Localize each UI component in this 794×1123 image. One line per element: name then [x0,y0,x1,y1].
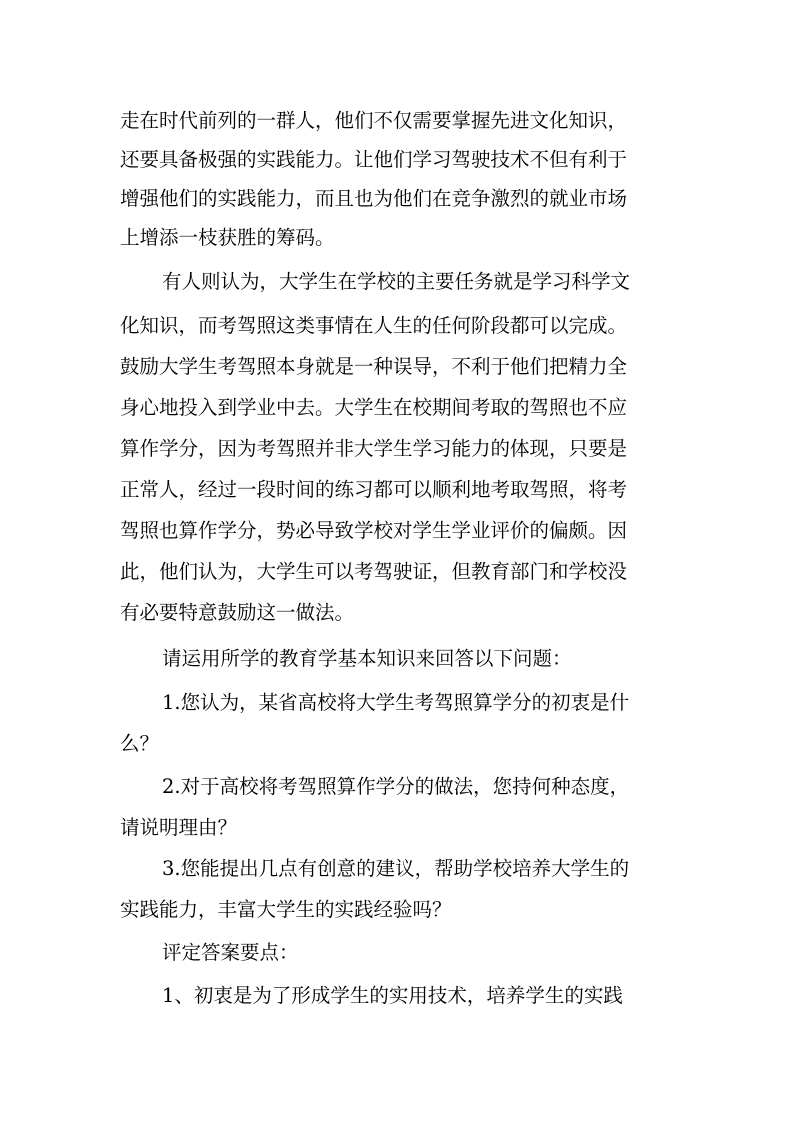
question-intro: 请运用所学的教育学基本知识来回答以下问题： [162,647,572,670]
text-line: 有必要特意鼓励这一做法。 [120,601,355,624]
question-2-continuation: 请说明理由？ [120,816,238,839]
question-2: 2.对于高校将考驾照算作学分的做法，您持何种态度， [162,775,630,798]
paragraph-start-line: 有人则认为，大学生在学校的主要任务就是学习科学文 [162,270,631,293]
text-line: 驾照也算作学分，势必导致学校对学生学业评价的偏颇。因 [120,519,628,542]
text-line: 增强他们的实践能力，而且也为他们在竞争激烈的就业市场 [120,187,628,210]
question-3-continuation: 实践能力，丰富大学生的实践经验吗？ [120,898,452,921]
question-1: 1.您认为，某省高校将大学生考驾照算学分的初衷是什 [162,691,630,714]
text-line: 算作学分，因为考驾照并非大学生学习能力的体现，只要是 [120,437,628,460]
text-line: 走在时代前列的一群人，他们不仅需要掌握先进文化知识， [120,109,628,132]
text-line: 还要具备极强的实践能力。让他们学习驾驶技术不但有利于 [120,148,628,171]
text-line: 此，他们认为，大学生可以考驾驶证，但教育部门和学校没 [120,560,628,583]
question-3: 3.您能提出几点有创意的建议，帮助学校培养大学生的 [162,857,630,880]
text-line: 正常人，经过一段时间的练习都可以顺利地考取驾照，将考 [120,478,628,501]
question-1-continuation: 么？ [120,732,160,755]
text-line: 身心地投入到学业中去。大学生在校期间考取的驾照也不应 [120,396,628,419]
text-line: 鼓励大学生考驾照本身就是一种误导，不利于他们把精力全 [120,355,628,378]
answer-point-1: 1、初衷是为了形成学生的实用技术，培养学生的实践 [162,984,623,1007]
text-line: 化知识，而考驾照这类事情在人生的任何阶段都可以完成。 [120,314,628,337]
answer-heading: 评定答案要点： [162,941,299,964]
text-line: 上增添一枝获胜的筹码。 [120,226,335,249]
